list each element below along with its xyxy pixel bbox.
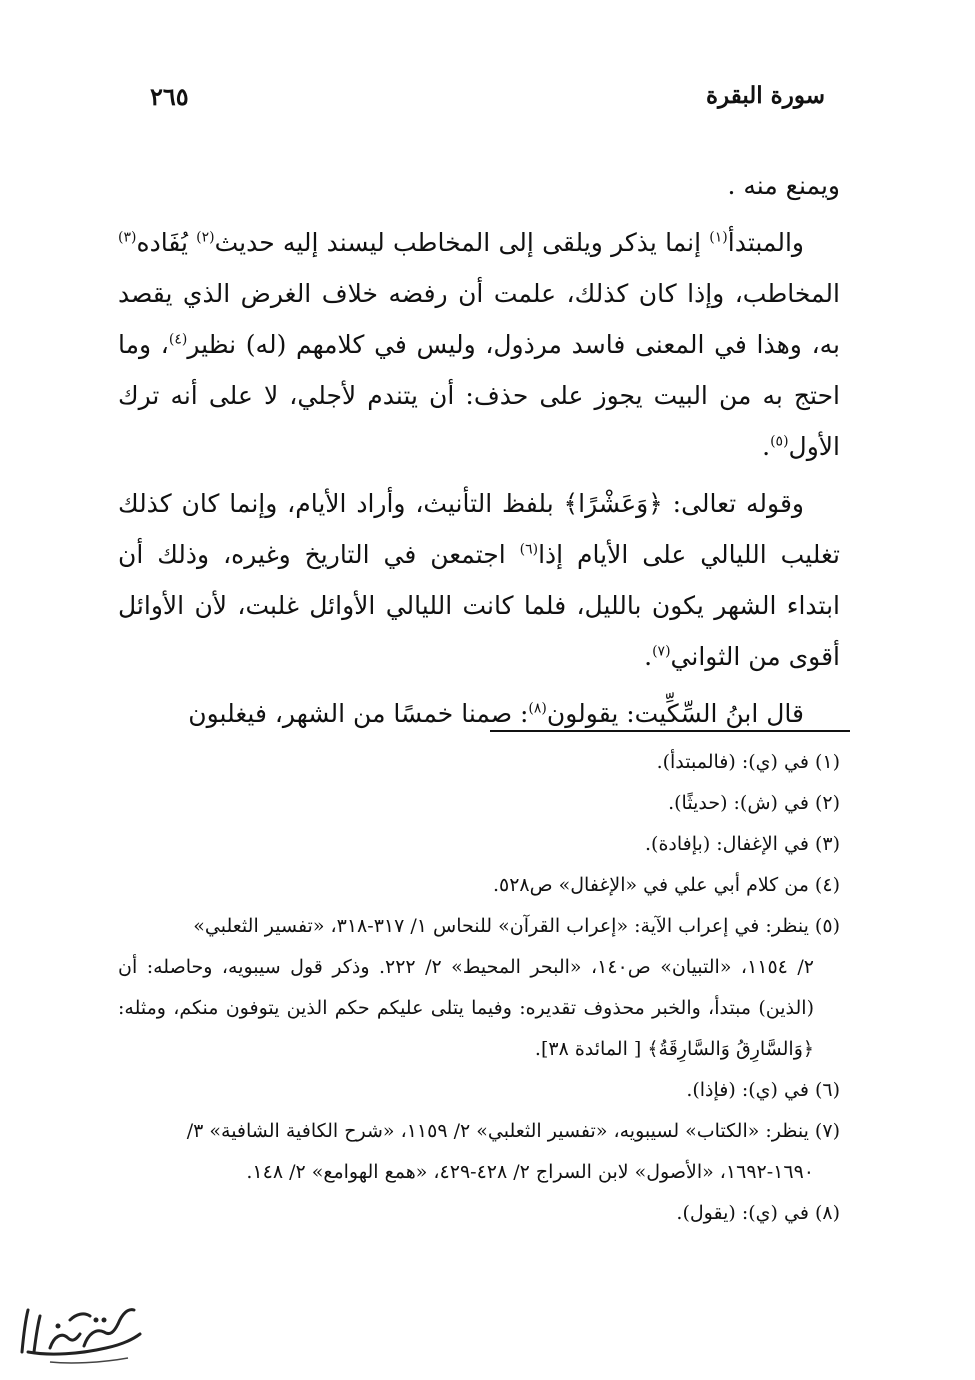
footnote-ref-6: (٦) [519, 541, 539, 558]
footnotes [118, 742, 840, 1234]
footnote-ref-5: (٥) [770, 433, 789, 450]
main-text [118, 160, 840, 745]
footnote-ref-8: (٨) [528, 700, 547, 717]
paragraph-2: والمبتدأ$^{(١)}$ إنما يذكر ويلقى إلى المخاطب ليسند إليه حديث$^{(٢)}$ يُفَاده$^{(٣)}$ المخاطب، وإذا كان كذلك، علمت أن رفضه خلاف الغرض الذي يقصد به، وهذا في المعنى فاسد مرذول، وليس في كلامهم (له) نظير$^{(٤)}$، وما احتج به من البيت يجوز على حذف: أن يتندم لأجلي، لا على أنه ترك الأول$^{(٥)}$. [118, 228, 840, 461]
paragraph-4: قال ابنُ السِّكِّيت: يقولون$^{(٨)}$: صمنا خمسًا من الشهر، فيغلبون [188, 699, 804, 728]
page-header [150, 82, 825, 122]
footnote-6: (٦) في (ي): (فإذا). [686, 1079, 840, 1101]
footnote-2: (٢) في (ش): (حديثًا). [668, 792, 840, 814]
surah-title: سورة البقرة [705, 82, 825, 109]
footnote-ref-2: (٢) [196, 229, 215, 246]
paragraph-3: وقوله تعالى: ﴿وَعَشْرًا﴾ بلفظ التأنيث، وأراد الأيام، وإنما كان كذلك تغليب الليالي على الأيام إذا$^{(٦)}$ اجتمعن في التاريخ وغيره، وذلك أن ابتداء الشهر يكون بالليل، فلما كانت الليالي الأوائل غلبت، لأن الأوائل أقوى من الثواني$^{(٧)}$. [118, 489, 840, 671]
footnote-1: (١) في (ي): (فالمبتدأ). [656, 751, 840, 773]
footnote-7: (٧) ينظر: «الكتاب» لسيبويه، «تفسير الثعلبي» ٢/ ١١٥٩، «شرح الكافية الشافية» ٣/ [186, 1120, 840, 1142]
footnote-ref-4: (٤) [168, 331, 188, 348]
paragraph-1: ويمنع منه . [727, 171, 840, 200]
footnote-5-continued: ٢/ ١١٥٤، «التبيان» ص١٤٠، «البحر المحيط» ٢/ ٢٢٢. وذكر قول سيبويه، وحاصله: أن (الذين) مبتدأ، والخبر محذوف تقديره: وفيما يتلى عليكم حكم الذين يتوفون منكم، ومثله: ﴿وَالسَّارِقُ وَالسَّارِقَةُ﴾ [ المائدة ٣٨]. [118, 956, 814, 1060]
page-number: ٢٦٥ [150, 82, 189, 111]
footnote-ref-7: (٧) [652, 643, 671, 660]
footnote-4: (٤) من كلام أبي علي في «الإغفال» ص٥٢٨. [492, 874, 840, 896]
footnote-ref-3: (٣) [118, 229, 137, 246]
almostaha-logo-icon [10, 1290, 150, 1370]
footnote-7-continued: ١٦٩٠-١٦٩٢، «الأصول» لابن السراج ٢/ ٤٢٨-٤٢٩، «همع الهوامع» ٢/ ١٤٨. [246, 1161, 814, 1183]
footnote-5: (٥) ينظر: في إعراب الآية: «إعراب القرآن» للنحاس ١/ ٣١٧-٣١٨، «تفسير الثعلبي» [193, 915, 840, 937]
footnote-8: (٨) في (ي): (يقول). [676, 1202, 840, 1224]
footnote-divider [490, 730, 850, 732]
footnote-ref-1: (١) [709, 229, 728, 246]
footnote-3: (٣) في الإغفال: (بإفادة). [645, 833, 840, 855]
